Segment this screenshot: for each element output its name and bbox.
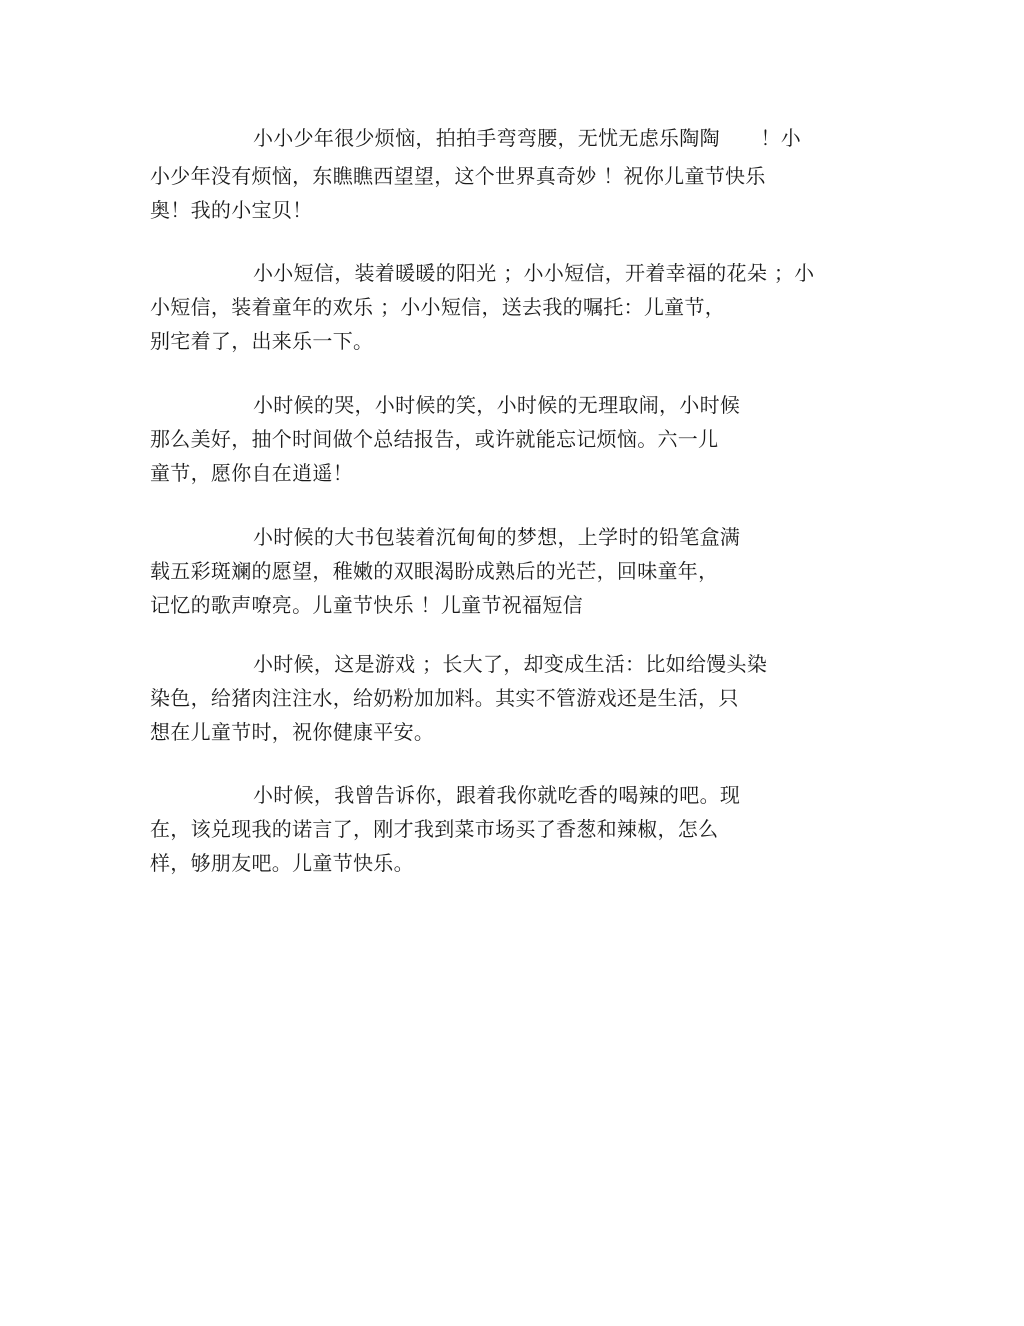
paragraph-line: 小少年没有烦恼，东瞧瞧西望望，这个世界真奇妙 ！祝你儿童节快乐: [150, 164, 766, 188]
paragraph-line: 小小短信，装着暖暖的阳光 ；小小短信，开着幸福的花朵 ；小: [253, 261, 815, 285]
paragraph-line: 奥！我的小宝贝！: [150, 198, 313, 222]
paragraph-line: 样，够朋友吧。儿童节快乐。: [150, 851, 414, 875]
paragraph-line: 小时候的哭，小时候的笑，小时候的无理取闹，小时候: [253, 393, 741, 417]
paragraph-line: 小时候，我曾告诉你，跟着我你就吃香的喝辣的吧。现: [253, 783, 741, 807]
paragraph-line: 小小少年很少烦恼，拍拍手弯弯腰，无忧无虑乐陶陶 ！小: [253, 126, 802, 150]
paragraph: [150, 778, 870, 880]
paragraph-line: 在，该兑现我的诺言了，刚才我到菜市场买了香葱和辣椒，怎么: [150, 817, 719, 841]
paragraph-line: 小时候，这是游戏 ；长大了，却变成生活：比如给馒头染: [253, 652, 768, 676]
paragraph: [150, 121, 870, 227]
paragraph-line: 染色，给猪肉注注水，给奶粉加加料。其实不管游戏还是生活，只: [150, 686, 739, 710]
paragraph: [150, 256, 870, 358]
paragraph-line: 小时候的大书包装着沉甸甸的梦想，上学时的铅笔盒满: [253, 525, 741, 549]
paragraph: [150, 647, 870, 749]
paragraph-line: 别宅着了，出来乐一下。: [150, 329, 374, 353]
paragraph-line: 那么美好，抽个时间做个总结报告，或许就能忘记烦恼。六一儿: [150, 427, 719, 451]
paragraph: [150, 520, 870, 622]
paragraph: [150, 388, 870, 490]
paragraph-line: 载五彩斑斓的愿望，稚嫩的双眼渴盼成熟后的光芒，回味童年，: [150, 559, 719, 583]
paragraph-line: 想在儿童节时，祝你健康平安。: [150, 720, 435, 744]
paragraph-line: 童节，愿你自在逍遥！: [150, 461, 353, 485]
paragraph-line: 记忆的歌声嘹亮。儿童节快乐 ！儿童节祝福短信: [150, 593, 583, 617]
paragraph-line: 小短信，装着童年的欢乐 ；小小短信，送去我的嘱托：儿童节，: [150, 295, 726, 319]
